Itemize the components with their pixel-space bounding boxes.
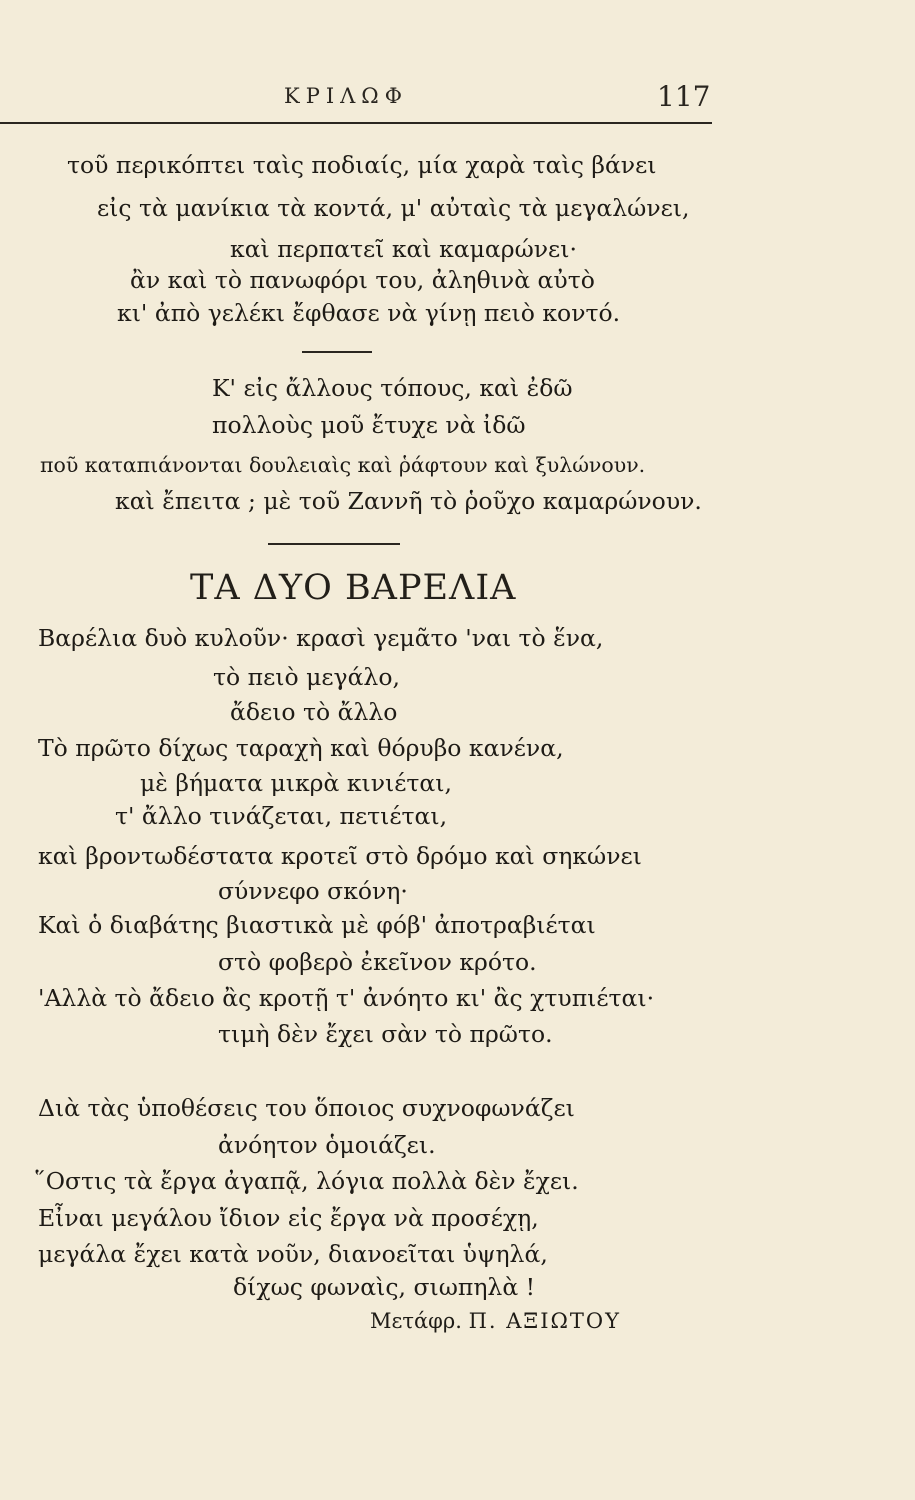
running-title: ΚΡΙΛΩΦ bbox=[284, 84, 408, 108]
verse-line: ἀνόητον ὁμοιάζει. bbox=[218, 1131, 436, 1159]
verse-line: Διὰ τὰς ὑποθέσεις του ὅποιος συχνοφωνάζει bbox=[38, 1094, 575, 1122]
verse-line: κι' ἀπὸ γελέκι ἔφθασε νὰ γίνῃ πειὸ κοντό. bbox=[117, 299, 621, 327]
verse-line: ἂν καὶ τὸ πανωφόρι του, ἀληθινὰ αὐτὸ bbox=[130, 266, 595, 294]
verse-line: 'Αλλὰ τὸ ἄδειο ἂς κροτῇ τ' ἀνόητο κι' ἂς χτυπιέται· bbox=[38, 984, 655, 1012]
translator-attribution bbox=[370, 1309, 621, 1333]
verse-line: Βαρέλια δυὸ κυλοῦν· κρασὶ γεμᾶτο 'ναι τὸ ἕνα, bbox=[38, 624, 604, 652]
verse-line: ποῦ καταπιάνονται δουλειαὶς καὶ ῥάφτουν καὶ ξυλώνουν. bbox=[40, 453, 646, 477]
translator-name: Π. ΑΞΙΩΤΟΥ bbox=[468, 1309, 621, 1333]
verse-line: Εἶναι μεγάλου ἴδιον εἰς ἔργα νὰ προσέχῃ, bbox=[38, 1204, 539, 1232]
poem-title: ΤΑ ΔΥΟ ΒΑΡΕΛΙΑ bbox=[190, 568, 517, 608]
verse-line: τὸ πειὸ μεγάλο, bbox=[213, 663, 400, 691]
verse-line: Κ' εἰς ἄλλους τόπους, καὶ ἐδῶ bbox=[212, 374, 573, 402]
page-number: 117 bbox=[657, 80, 711, 113]
running-header bbox=[0, 80, 915, 118]
verse-line: Καὶ ὁ διαβάτης βιαστικὰ μὲ φόβ' ἀποτραβιέται bbox=[38, 911, 596, 939]
verse-line: ἄδειο τὸ ἄλλο bbox=[230, 698, 398, 726]
verse-line: καὶ περπατεῖ καὶ καμαρώνει· bbox=[230, 235, 577, 263]
verse-line: μεγάλα ἔχει κατὰ νοῦν, διανοεῖται ὑψηλά, bbox=[38, 1240, 548, 1268]
verse-line: δίχως φωναὶς, σιωπηλὰ ! bbox=[233, 1273, 536, 1301]
verse-line: εἰς τὰ μανίκια τὰ κοντά, μ' αὐταὶς τὰ μεγαλώνει, bbox=[97, 194, 690, 222]
verse-line: τ' ἄλλο τινάζεται, πετιέται, bbox=[115, 802, 448, 830]
verse-line: σύννεφο σκόνη· bbox=[218, 877, 408, 905]
verse-line: πολλοὺς μοῦ ἔτυχε νὰ ἰδῶ bbox=[212, 411, 526, 439]
section-divider bbox=[302, 351, 372, 353]
section-divider bbox=[268, 543, 400, 545]
verse-line: τοῦ περικόπτει ταὶς ποδιαίς, μία χαρὰ ταὶς βάνει bbox=[67, 151, 657, 179]
verse-line: Τὸ πρῶτο δίχως ταραχὴ καὶ θόρυβο κανένα, bbox=[38, 734, 564, 762]
header-rule bbox=[0, 122, 712, 124]
attribution-prefix: Μετάφρ. bbox=[370, 1309, 462, 1333]
verse-line: ῞Οστις τὰ ἔργα ἀγαπᾷ, λόγια πολλὰ δὲν ἔχει. bbox=[34, 1167, 579, 1195]
verse-line: μὲ βήματα μικρὰ κινιέται, bbox=[140, 769, 452, 797]
verse-line: καὶ βροντωδέστατα κροτεῖ στὸ δρόμο καὶ σηκώνει bbox=[38, 842, 642, 870]
verse-line: καὶ ἔπειτα ; μὲ τοῦ Ζαννῆ τὸ ῥοῦχο καμαρώνουν. bbox=[115, 487, 702, 515]
verse-line: τιμὴ δὲν ἔχει σὰν τὸ πρῶτο. bbox=[218, 1020, 553, 1048]
verse-line: στὸ φοβερὸ ἐκεῖνον κρότο. bbox=[218, 948, 537, 976]
